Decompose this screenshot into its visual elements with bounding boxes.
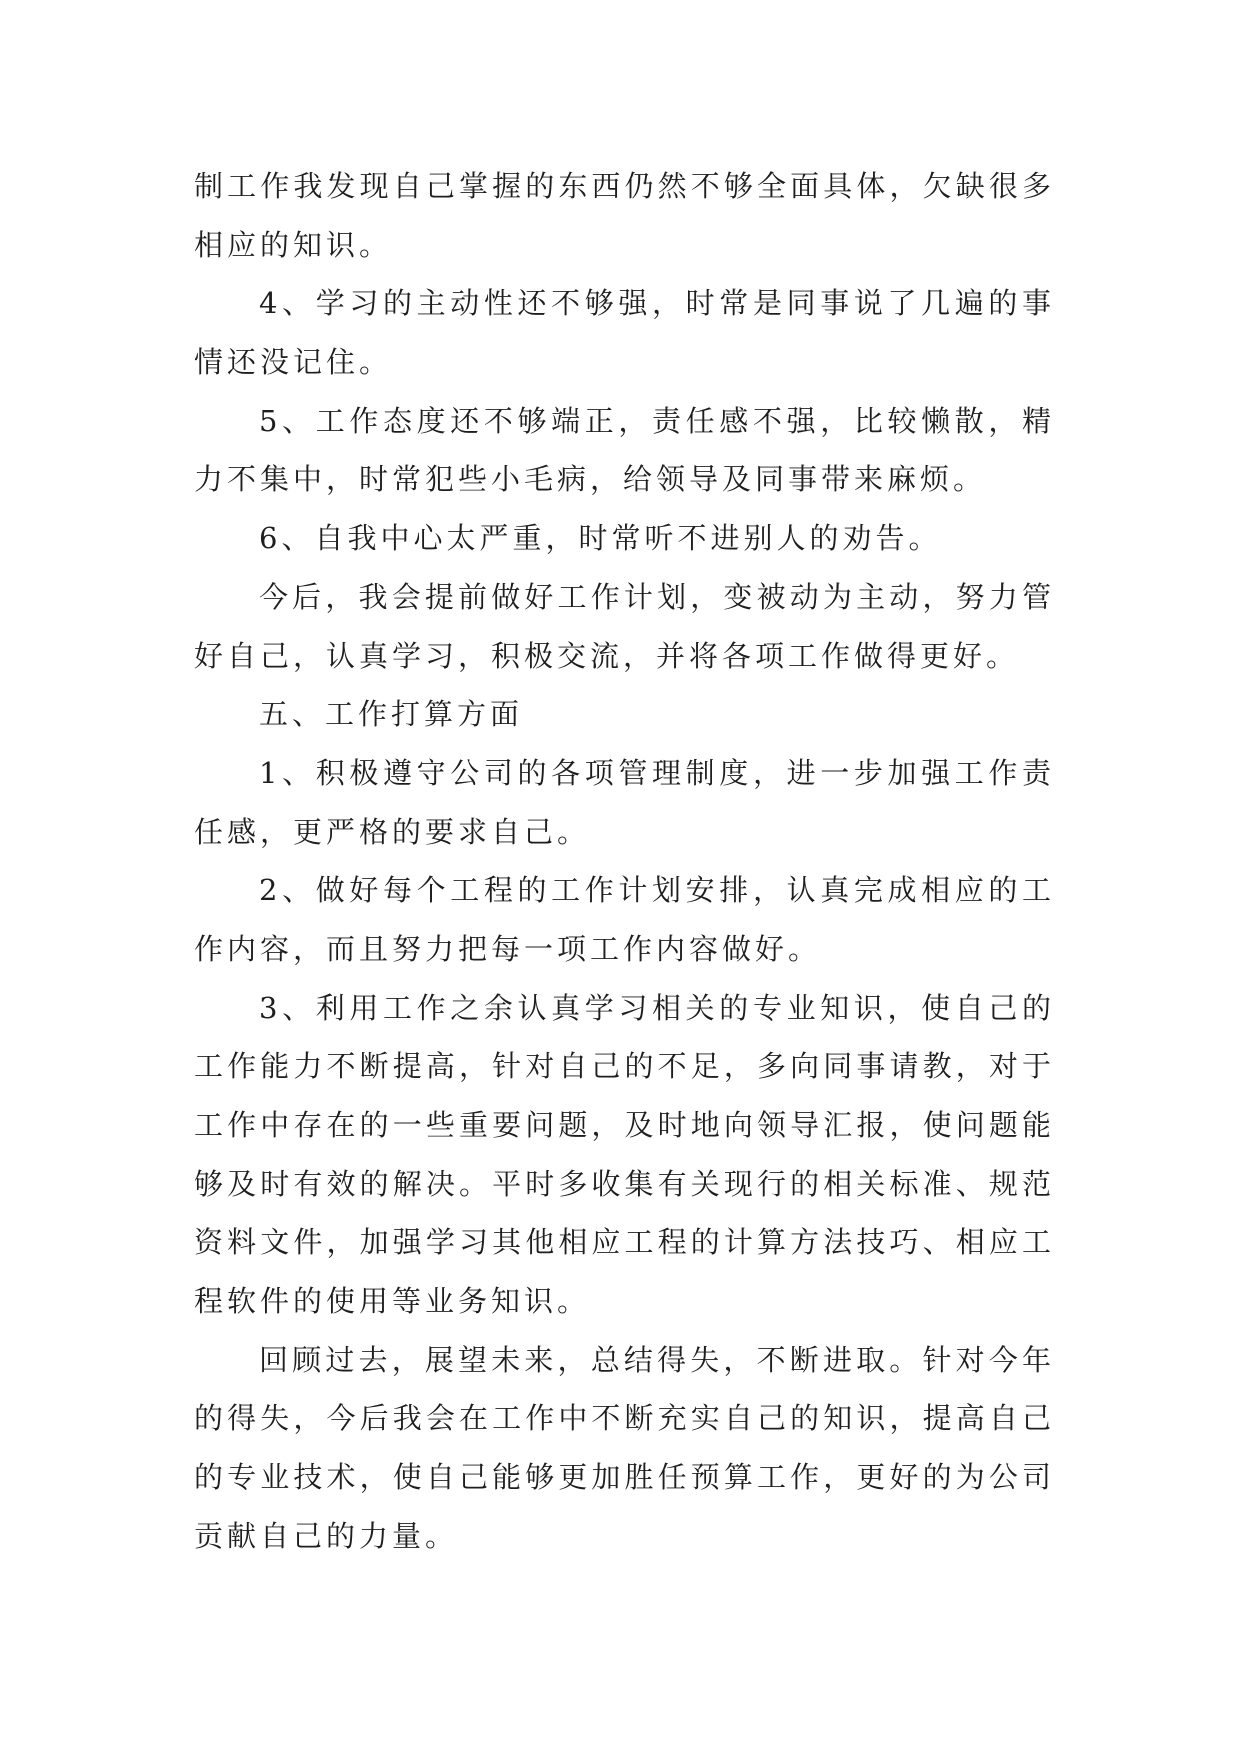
text-line: 的专业技术，使自己能够更加胜任预算工作，更好的为公司 — [194, 1460, 1055, 1495]
text-line: 1、积极遵守公司的各项管理制度，进一步加强工作责 — [259, 755, 1055, 790]
text-line: 贡献自己的力量。 — [194, 1518, 459, 1553]
paragraph — [194, 509, 1055, 568]
text-line: 今后，我会提前做好工作计划，变被动为主动，努力管 — [259, 579, 1055, 614]
text-line: 好自己，认真学习，积极交流，并将各项工作做得更好。 — [194, 638, 1020, 673]
text-line: 工作能力不断提高，针对自己的不足，多向同事请教，对于 — [194, 1049, 1055, 1084]
text-line: 够及时有效的解决。平时多收集有关现行的相关标准、规范 — [194, 1166, 1055, 1201]
text-line: 程软件的使用等业务知识。 — [194, 1284, 591, 1319]
section-heading — [194, 685, 1055, 744]
text-line: 任感，更严格的要求自己。 — [194, 814, 591, 849]
paragraph — [194, 274, 1055, 391]
text-line: 力不集中，时常犯些小毛病，给领导及同事带来麻烦。 — [194, 462, 987, 497]
text-line: 资料文件，加强学习其他相应工程的计算方法技巧、相应工 — [194, 1225, 1055, 1260]
paragraph — [194, 157, 1055, 274]
text-line: 作内容，而且努力把每一项工作内容做好。 — [194, 931, 822, 966]
paragraph — [194, 744, 1055, 861]
text-line: 的得失，今后我会在工作中不断充实自己的知识，提高自己 — [194, 1401, 1055, 1436]
text-line: 6、自我中心太严重，时常听不进别人的劝告。 — [259, 521, 942, 556]
text-line: 4、学习的主动性还不够强，时常是同事说了几遍的事 — [259, 286, 1055, 321]
text-line: 工作中存在的一些重要问题，及时地向领导汇报，使问题能 — [194, 1108, 1055, 1142]
paragraph — [194, 392, 1055, 509]
text-line: 3、利用工作之余认真学习相关的专业知识，使自己的 — [259, 990, 1055, 1025]
paragraph — [194, 1331, 1055, 1566]
text-line: 5、工作态度还不够端正，责任感不强，比较懒散，精 — [259, 403, 1055, 438]
text-line: 回顾过去，展望未来，总结得失，不断进取。针对今年 — [259, 1342, 1055, 1377]
paragraph — [194, 979, 1055, 1331]
text-line: 相应的知识。 — [194, 227, 393, 262]
document-body — [194, 157, 1055, 1566]
text-line: 制工作我发现自己掌握的东西仍然不够全面具体，欠缺很多 — [194, 169, 1055, 203]
paragraph — [194, 861, 1055, 978]
text-line: 2、做好每个工程的工作计划安排，认真完成相应的工 — [259, 873, 1055, 908]
paragraph — [194, 568, 1055, 685]
text-line: 情还没记住。 — [194, 345, 393, 380]
text-line: 五、工作打算方面 — [259, 697, 524, 732]
